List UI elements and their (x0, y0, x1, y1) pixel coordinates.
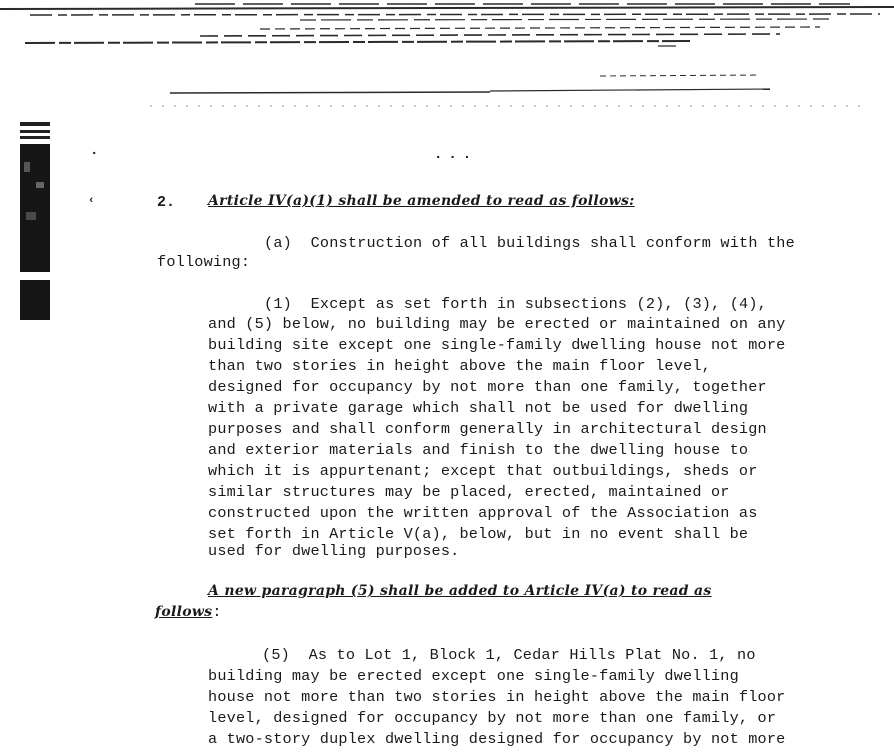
para-1-line: with a private garage which shall not be used for dwelling (208, 399, 749, 417)
para-1-line: and (5) below, no building may be erected or maintained on any (208, 315, 786, 333)
para-1-line: building site except one single-family dwelling house not more (208, 336, 786, 354)
section-number: 2. (157, 194, 176, 211)
para-a-line: following: (157, 253, 251, 271)
paragraph-5-heading-cont: follows (155, 604, 213, 620)
para-5-line: building may be erected except one single-family dwelling (208, 667, 739, 685)
para-1-line: similar structures may be placed, erected, maintained or (208, 483, 730, 501)
para-a-line: (a) Construction of all buildings shall conform with the (264, 234, 795, 252)
para-1-line: set forth in Article V(a), below, but in no event shall be (208, 525, 749, 543)
para-1-line: purposes and shall conform generally in architectural design (208, 420, 767, 438)
scan-dots: ··· (434, 150, 478, 166)
para-1-line: than two stories in height above the main floor level, (208, 357, 711, 375)
scan-speck: ‹ (88, 195, 95, 207)
para-1-line: and exterior materials and finish to the dwelling house to (208, 441, 749, 459)
heading-colon: : (212, 603, 222, 621)
scan-speck: · (90, 146, 99, 162)
scan-artifact-header (0, 0, 894, 110)
para-5-line: level, designed for occupancy by not more than one family, or (208, 709, 777, 727)
para-1-line: used for dwelling purposes. (208, 542, 460, 560)
section-heading: Article IV(a)(1) shall be amended to read as follows: (208, 193, 635, 209)
para-5-line: house not more than two stories in height above the main floor (208, 688, 786, 706)
para-5-line: a two-story duplex dwelling designed for occupancy by not more (208, 730, 786, 748)
para-5-line: (5) As to Lot 1, Block 1, Cedar Hills Plat No. 1, no (262, 646, 756, 664)
para-1-line: designed for occupancy by not more than one family, together (208, 378, 767, 396)
scan-artifact-sidebar (18, 122, 52, 322)
paragraph-5-heading: A new paragraph (5) shall be added to Article IV(a) to read as (208, 583, 712, 599)
para-1-line: constructed upon the written approval of the Association as (208, 504, 758, 522)
para-1-line: (1) Except as set forth in subsections (2), (3), (4), (264, 295, 767, 313)
para-1-line: which it is appurtenant; except that outbuildings, sheds or (208, 462, 758, 480)
